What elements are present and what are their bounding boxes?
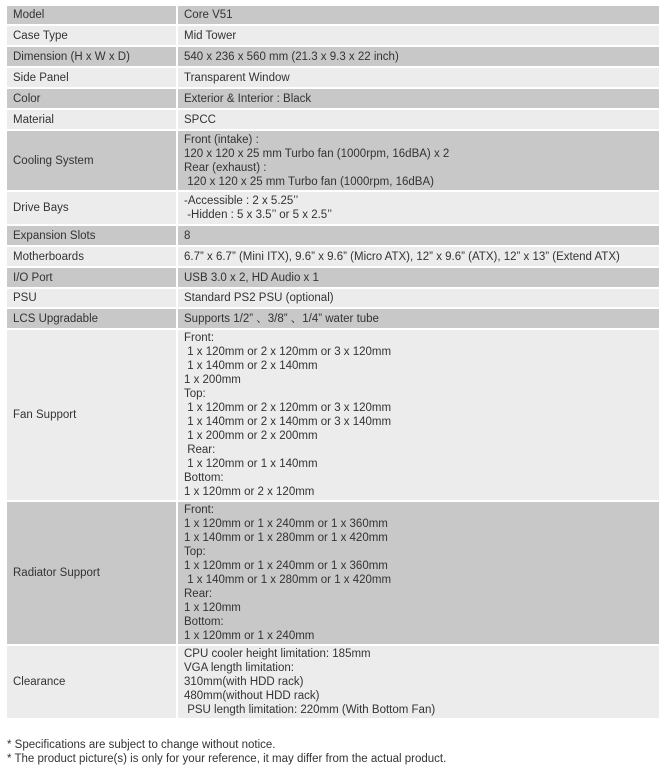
spec-label: Clearance	[7, 646, 178, 720]
spec-value: Exterior & Interior : Black	[178, 89, 659, 110]
spec-label: Cooling System	[7, 131, 178, 192]
spec-row	[7, 330, 659, 502]
spec-table	[7, 6, 659, 720]
spec-value: Core V51	[178, 6, 659, 26]
spec-label: Material	[7, 110, 178, 131]
spec-value: 8	[178, 226, 659, 247]
spec-value: CPU cooler height limitation: 185mm VGA length limitation: 310mm(with HDD rack) 480mm(without HDD rack) PSU length limitation: 220mm (With Bottom Fan)	[178, 646, 659, 720]
spec-table-body	[7, 6, 659, 720]
spec-value: USB 3.0 x 2, HD Audio x 1	[178, 268, 659, 289]
footnotes	[7, 738, 446, 766]
spec-row	[7, 192, 659, 226]
spec-row	[7, 226, 659, 247]
spec-row	[7, 247, 659, 268]
footnote-change-notice: * Specifications are subject to change without notice.	[7, 739, 276, 751]
spec-row	[7, 68, 659, 89]
spec-value: Front: 1 x 120mm or 1 x 240mm or 1 x 360mm 1 x 140mm or 1 x 280mm or 1 x 420mm Top: 1 x 120mm or 1 x 240mm or 1 x 360mm 1 x 140mm or 1 x 280mm or 1 x 420mm Rear: 1 x 120mm Bottom: 1 x 120mm or 1 x 240mm	[178, 502, 659, 646]
spec-label: Fan Support	[7, 330, 178, 502]
spec-value: 6.7” x 6.7” (Mini ITX), 9.6” x 9.6” (Micro ATX), 12” x 9.6” (ATX), 12” x 13” (Extend ATX)	[178, 247, 659, 268]
spec-row	[7, 131, 659, 192]
spec-row	[7, 6, 659, 26]
spec-row	[7, 26, 659, 47]
spec-label: Dimension (H x W x D)	[7, 47, 178, 68]
spec-value: Mid Tower	[178, 26, 659, 47]
spec-label: LCS Upgradable	[7, 309, 178, 330]
spec-label: Side Panel	[7, 68, 178, 89]
spec-row	[7, 289, 659, 309]
footnote-picture-disclaimer: * The product picture(s) is only for your reference, it may differ from the actual product.	[7, 753, 447, 765]
spec-value: Transparent Window	[178, 68, 659, 89]
spec-row	[7, 502, 659, 646]
spec-label: Motherboards	[7, 247, 178, 268]
spec-row	[7, 309, 659, 330]
spec-row	[7, 110, 659, 131]
spec-label: Color	[7, 89, 178, 110]
spec-row	[7, 89, 659, 110]
spec-value: Front (intake) : 120 x 120 x 25 mm Turbo fan (1000rpm, 16dBA) x 2 Rear (exhaust) : 120 x 120 x 25 mm Turbo fan (1000rpm, 16dBA)	[178, 131, 659, 192]
spec-value: Supports 1/2” 、3/8” 、1/4” water tube	[178, 309, 659, 330]
spec-label: I/O Port	[7, 268, 178, 289]
spec-value: Front: 1 x 120mm or 2 x 120mm or 3 x 120mm 1 x 140mm or 2 x 140mm 1 x 200mm Top: 1 x 120mm or 2 x 120mm or 3 x 120mm 1 x 140mm or 2 x 140mm or 3 x 140mm 1 x 200mm or 2 x 200mm Rear: 1 x 120mm or 1 x 140mm Bottom: 1 x 120mm or 2 x 120mm	[178, 330, 659, 502]
spec-label: Radiator Support	[7, 502, 178, 646]
spec-label: Model	[7, 6, 178, 26]
spec-value: 540 x 236 x 560 mm (21.3 x 9.3 x 22 inch)	[178, 47, 659, 68]
spec-row	[7, 268, 659, 289]
spec-value: -Accessible : 2 x 5.25’’ -Hidden : 5 x 3.5’’ or 5 x 2.5’’	[178, 192, 659, 226]
spec-value: SPCC	[178, 110, 659, 131]
spec-label: Drive Bays	[7, 192, 178, 226]
spec-label: Case Type	[7, 26, 178, 47]
spec-row	[7, 646, 659, 720]
spec-label: PSU	[7, 289, 178, 309]
spec-label: Expansion Slots	[7, 226, 178, 247]
spec-value: Standard PS2 PSU (optional)	[178, 289, 659, 309]
spec-row	[7, 47, 659, 68]
